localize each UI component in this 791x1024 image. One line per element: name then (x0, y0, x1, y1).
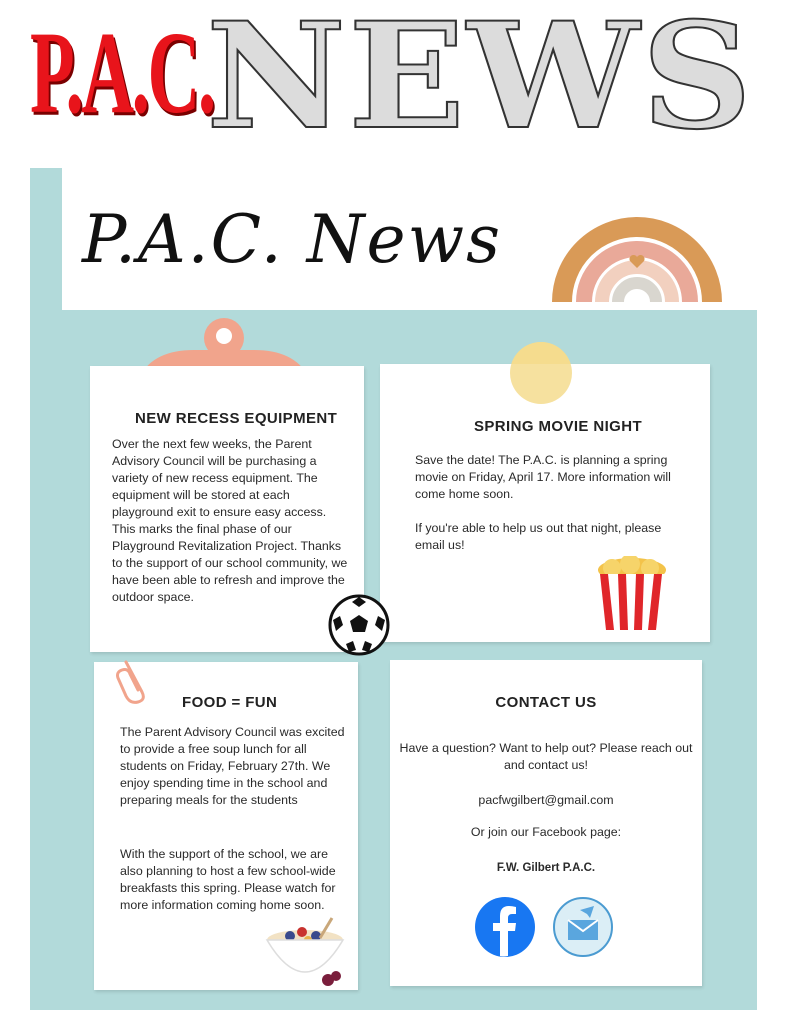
facebook-icon[interactable] (474, 896, 536, 958)
scallop-edge (390, 652, 702, 666)
recess-body: Over the next few weeks, the Parent Advisory Council will be purchasing a variety of new recess equipment. The equipment will be stored at each playground exit to ensure easy access. This marks the final phase of our Playground Revitalization Project. Thanks to the support of our school community, we have been able to refresh and improve the outdoor space. (112, 437, 348, 604)
food-body-1: The Parent Advisory Council was excited to provide a free soup lunch for all students on Friday, February 27th. We enjoy spending time in the school and preparing meals for the students (120, 725, 345, 807)
fruit-bowl-icon (262, 914, 348, 990)
contact-card (390, 660, 702, 986)
email-icon[interactable] (552, 896, 614, 958)
masthead-pac: P.A.C. (30, 7, 214, 138)
contact-body: Have a question? Want to help out? Please reach out and contact us! (399, 741, 693, 772)
masthead (0, 0, 791, 162)
contact-heading: CONTACT US (495, 694, 597, 711)
facebook-page-name[interactable]: F.W. Gilbert P.A.C. (496, 862, 596, 874)
facebook-prompt: Or join our Facebook page: (470, 825, 622, 839)
food-heading: FOOD = FUN (182, 694, 278, 711)
rainbow-icon (552, 178, 722, 302)
movie-body-2: If you're able to help us out that night, please email us! (415, 521, 662, 552)
popcorn-icon (592, 556, 670, 632)
recess-card (90, 366, 364, 652)
soccer-ball-icon (328, 594, 390, 656)
paperclip-icon (116, 656, 150, 704)
movie-body-1: Save the date! The P.A.C. is planning a spring movie on Friday, April 17. More information will come home soon. (415, 453, 671, 501)
movie-heading: SPRING MOVIE NIGHT (474, 418, 643, 435)
recess-heading: NEW RECESS EQUIPMENT (135, 410, 338, 427)
contact-email[interactable]: pacfwgilbert@gmail.com (478, 793, 614, 807)
masthead-news: NEWS (206, 0, 755, 162)
yellow-circle-overlay (510, 342, 572, 404)
script-title: P.A.C. News (82, 201, 502, 278)
food-body-2: With the support of the school, we are also planning to host a few school-wide breakfasts this spring. Please watch for more information coming home soon. (120, 847, 336, 912)
